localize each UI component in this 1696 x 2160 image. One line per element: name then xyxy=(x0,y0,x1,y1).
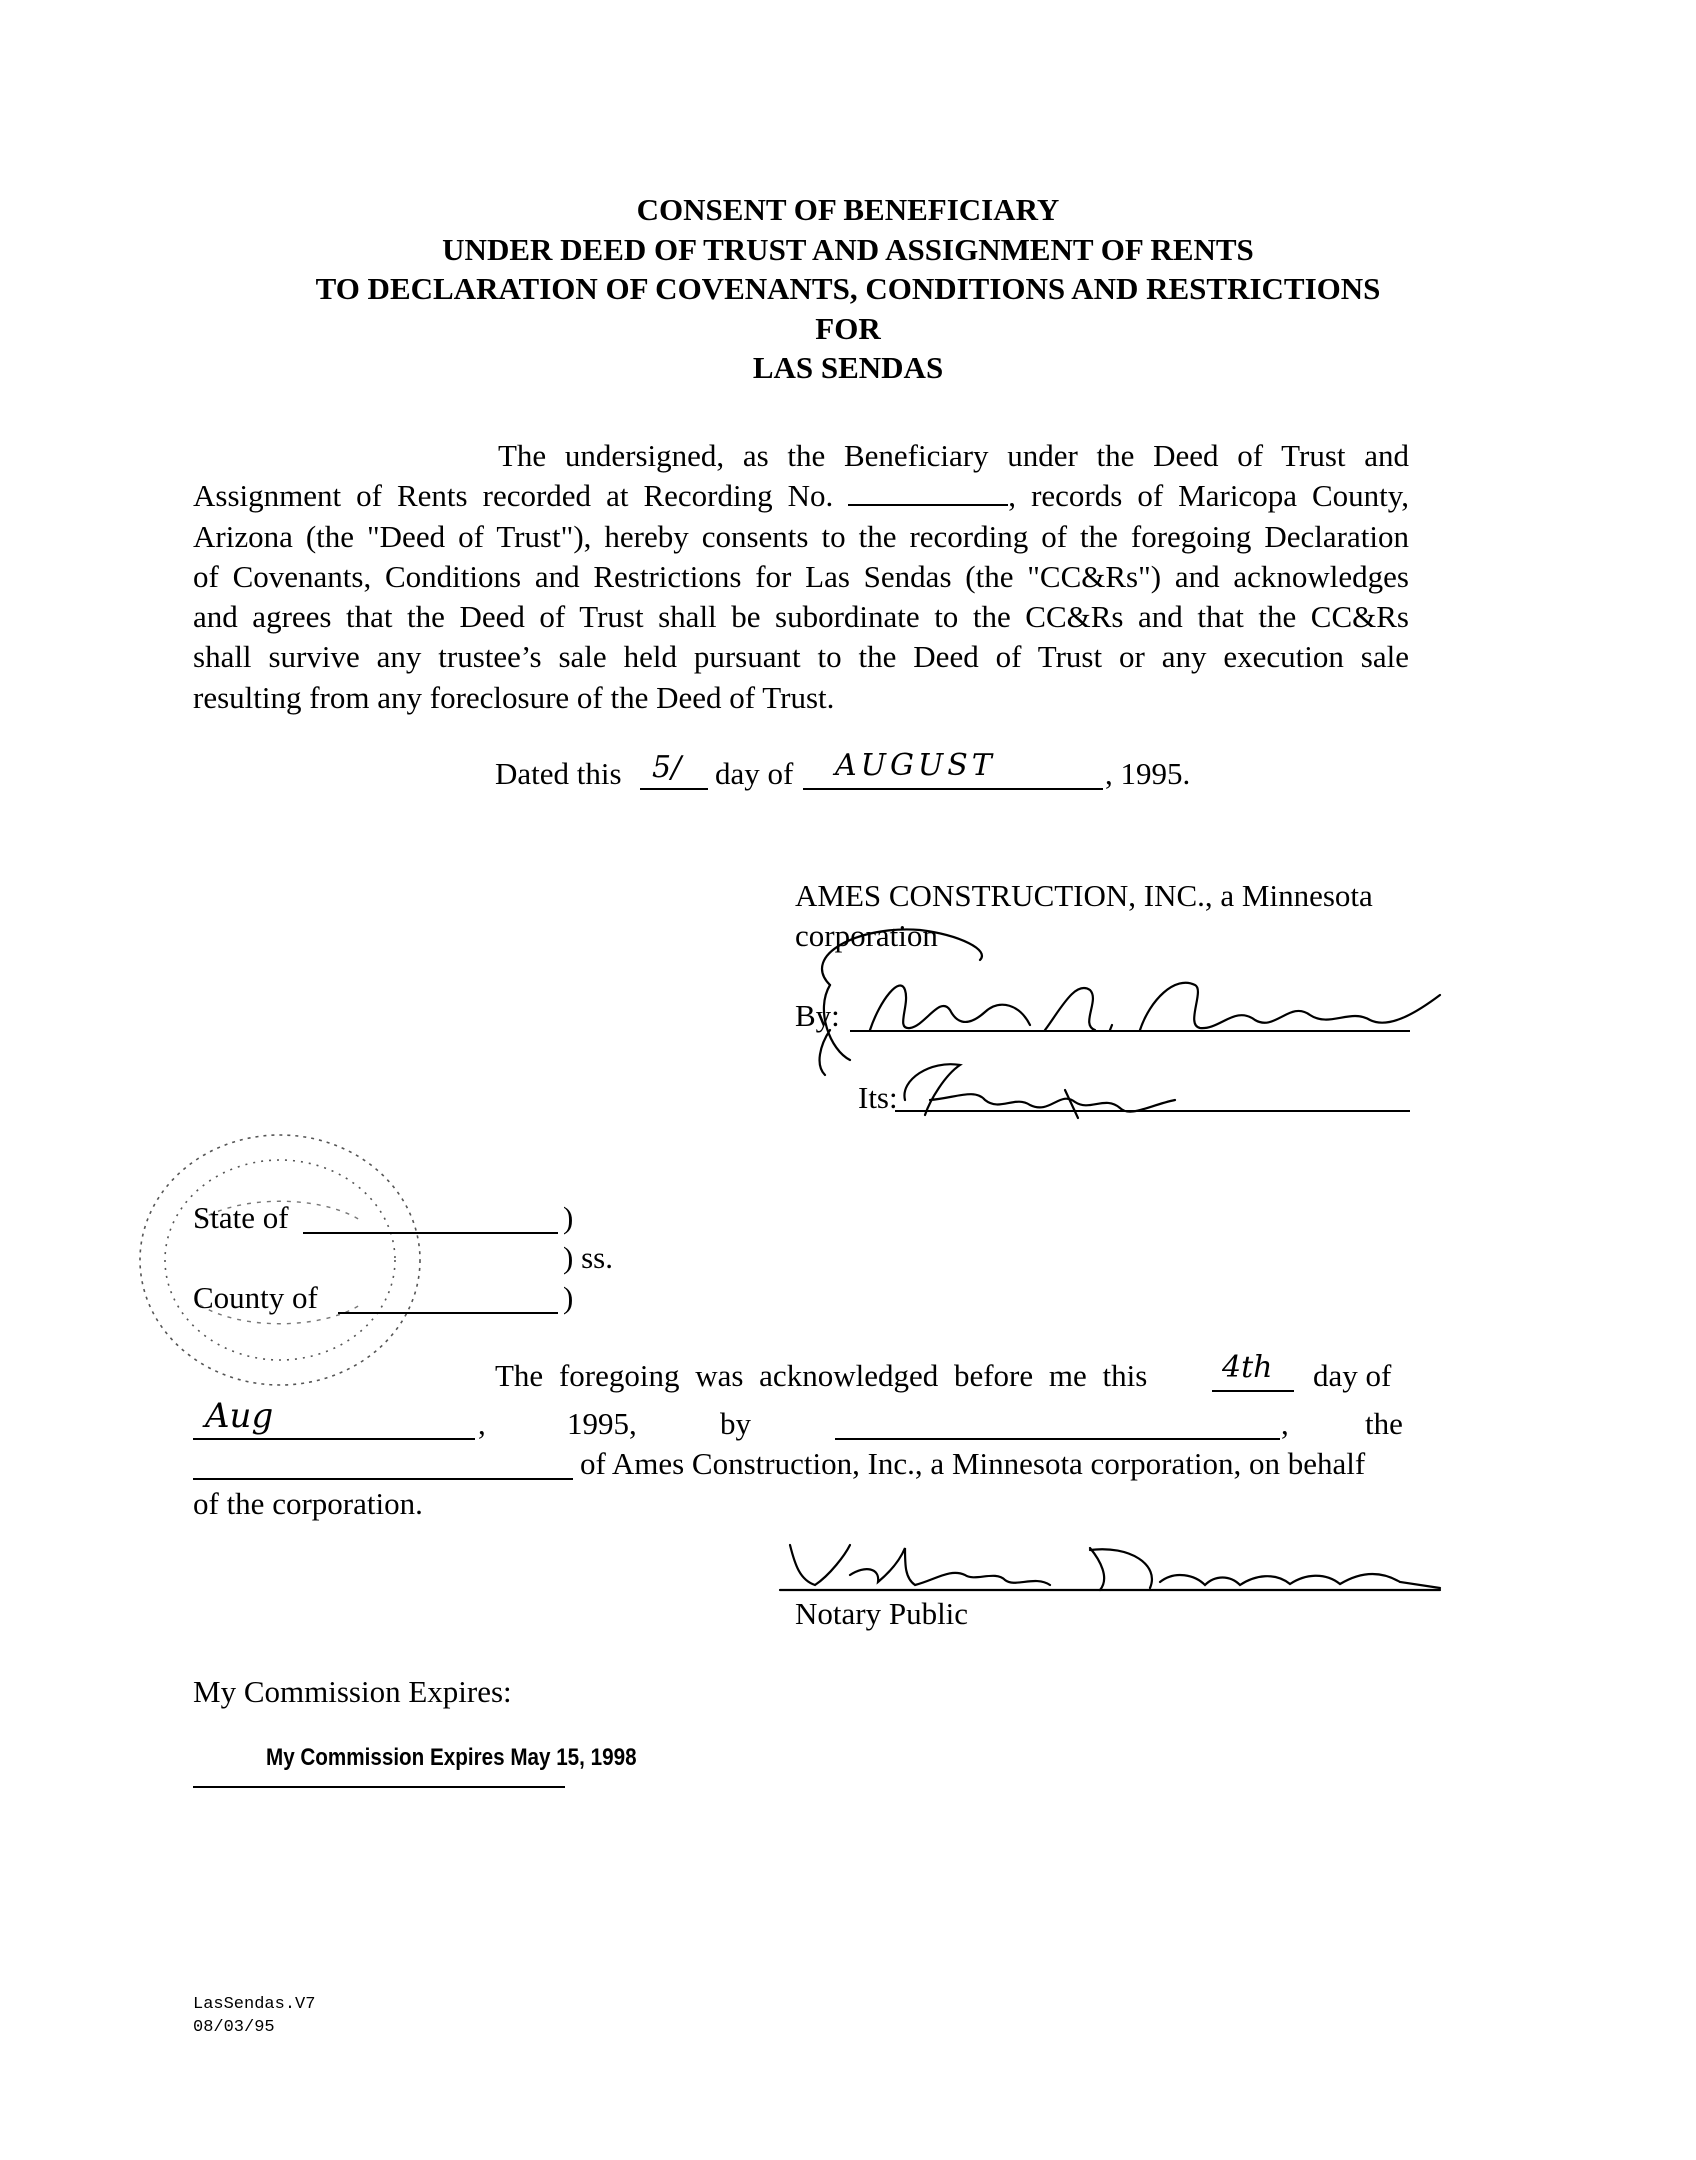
ack-by: by xyxy=(720,1406,751,1441)
commission-label: My Commission Expires: xyxy=(193,1674,512,1709)
commission-line xyxy=(193,1786,565,1788)
dated-day-handwritten: 5/ xyxy=(652,750,682,785)
commission-stamp: My Commission Expires May 15, 1998 xyxy=(266,1744,637,1771)
dated-prefix: Dated this xyxy=(495,756,622,791)
footer-file-name: LasSendas.V7 xyxy=(193,1995,316,2014)
body-line-2a: Assignment of Rents recorded at Recording No. xyxy=(193,478,834,514)
county-label: County of xyxy=(193,1280,318,1315)
title-line-5: LAS SENDAS xyxy=(752,350,944,385)
footer-date: 08/03/95 xyxy=(193,2018,275,2037)
by-label: By: xyxy=(795,998,840,1033)
body-line-6: shall survive any trustee’s sale held pursuant to the Deed of Trust or any execution sale xyxy=(193,639,1409,675)
ack-day-handwritten: 4th xyxy=(1222,1350,1273,1385)
ack-line-4: of the corporation. xyxy=(193,1486,423,1521)
notary-public-label: Notary Public xyxy=(795,1596,969,1631)
title-line-4: FOR xyxy=(815,310,881,346)
ack-line-1b: day of xyxy=(1313,1358,1392,1393)
dated-year: , 1995. xyxy=(1105,756,1191,791)
ack-the: the xyxy=(1365,1406,1403,1441)
title-line-1: CONSENT OF BENEFICIARY xyxy=(636,192,1060,227)
body-line-3: Arizona (the "Deed of Trust"), hereby consents to the recording of the foregoing Declaration xyxy=(193,518,1409,554)
state-paren: ) xyxy=(563,1200,574,1235)
title-line-2: UNDER DEED OF TRUST AND ASSIGNMENT OF RENTS xyxy=(442,231,1254,267)
body-line-7: resulting from any foreclosure of the Deed of Trust. xyxy=(193,679,835,715)
body-line-4: of Covenants, Conditions and Restrictions for Las Sendas (the "CC&Rs") and acknowledges xyxy=(193,558,1409,594)
company-line-2: corporation xyxy=(795,918,938,953)
body-line-2b: , records of Maricopa County, xyxy=(1008,478,1409,514)
ack-line-3: of Ames Construction, Inc., a Minnesota corporation, on behalf xyxy=(580,1446,1366,1481)
ack-year: 1995, xyxy=(567,1406,637,1441)
ack-line-1: The foregoing was acknowledged before me this xyxy=(495,1358,1148,1393)
body-line-5: and agrees that the Deed of Trust shall be subordinate to the CC&Rs and that the CC&Rs xyxy=(193,599,1409,635)
state-label: State of xyxy=(193,1200,289,1235)
title-line-3: TO DECLARATION OF COVENANTS, CONDITIONS AND RESTRICTIONS xyxy=(315,271,1381,306)
company-line-1: AMES CONSTRUCTION, INC., a Minnesota xyxy=(795,878,1373,913)
its-label: Its: xyxy=(858,1080,898,1115)
dated-mid: day of xyxy=(715,756,794,791)
dated-month-handwritten: AUGUST xyxy=(835,748,996,783)
body-line-1: The undersigned, as the Beneficiary under the Deed of Trust and xyxy=(498,438,1409,473)
ack-comma-2: , xyxy=(1281,1406,1289,1441)
ack-comma-1: , xyxy=(478,1406,486,1441)
county-paren: ) xyxy=(563,1280,574,1315)
ss-label: ) ss. xyxy=(563,1240,613,1275)
ack-month-handwritten: Aug xyxy=(205,1396,274,1436)
